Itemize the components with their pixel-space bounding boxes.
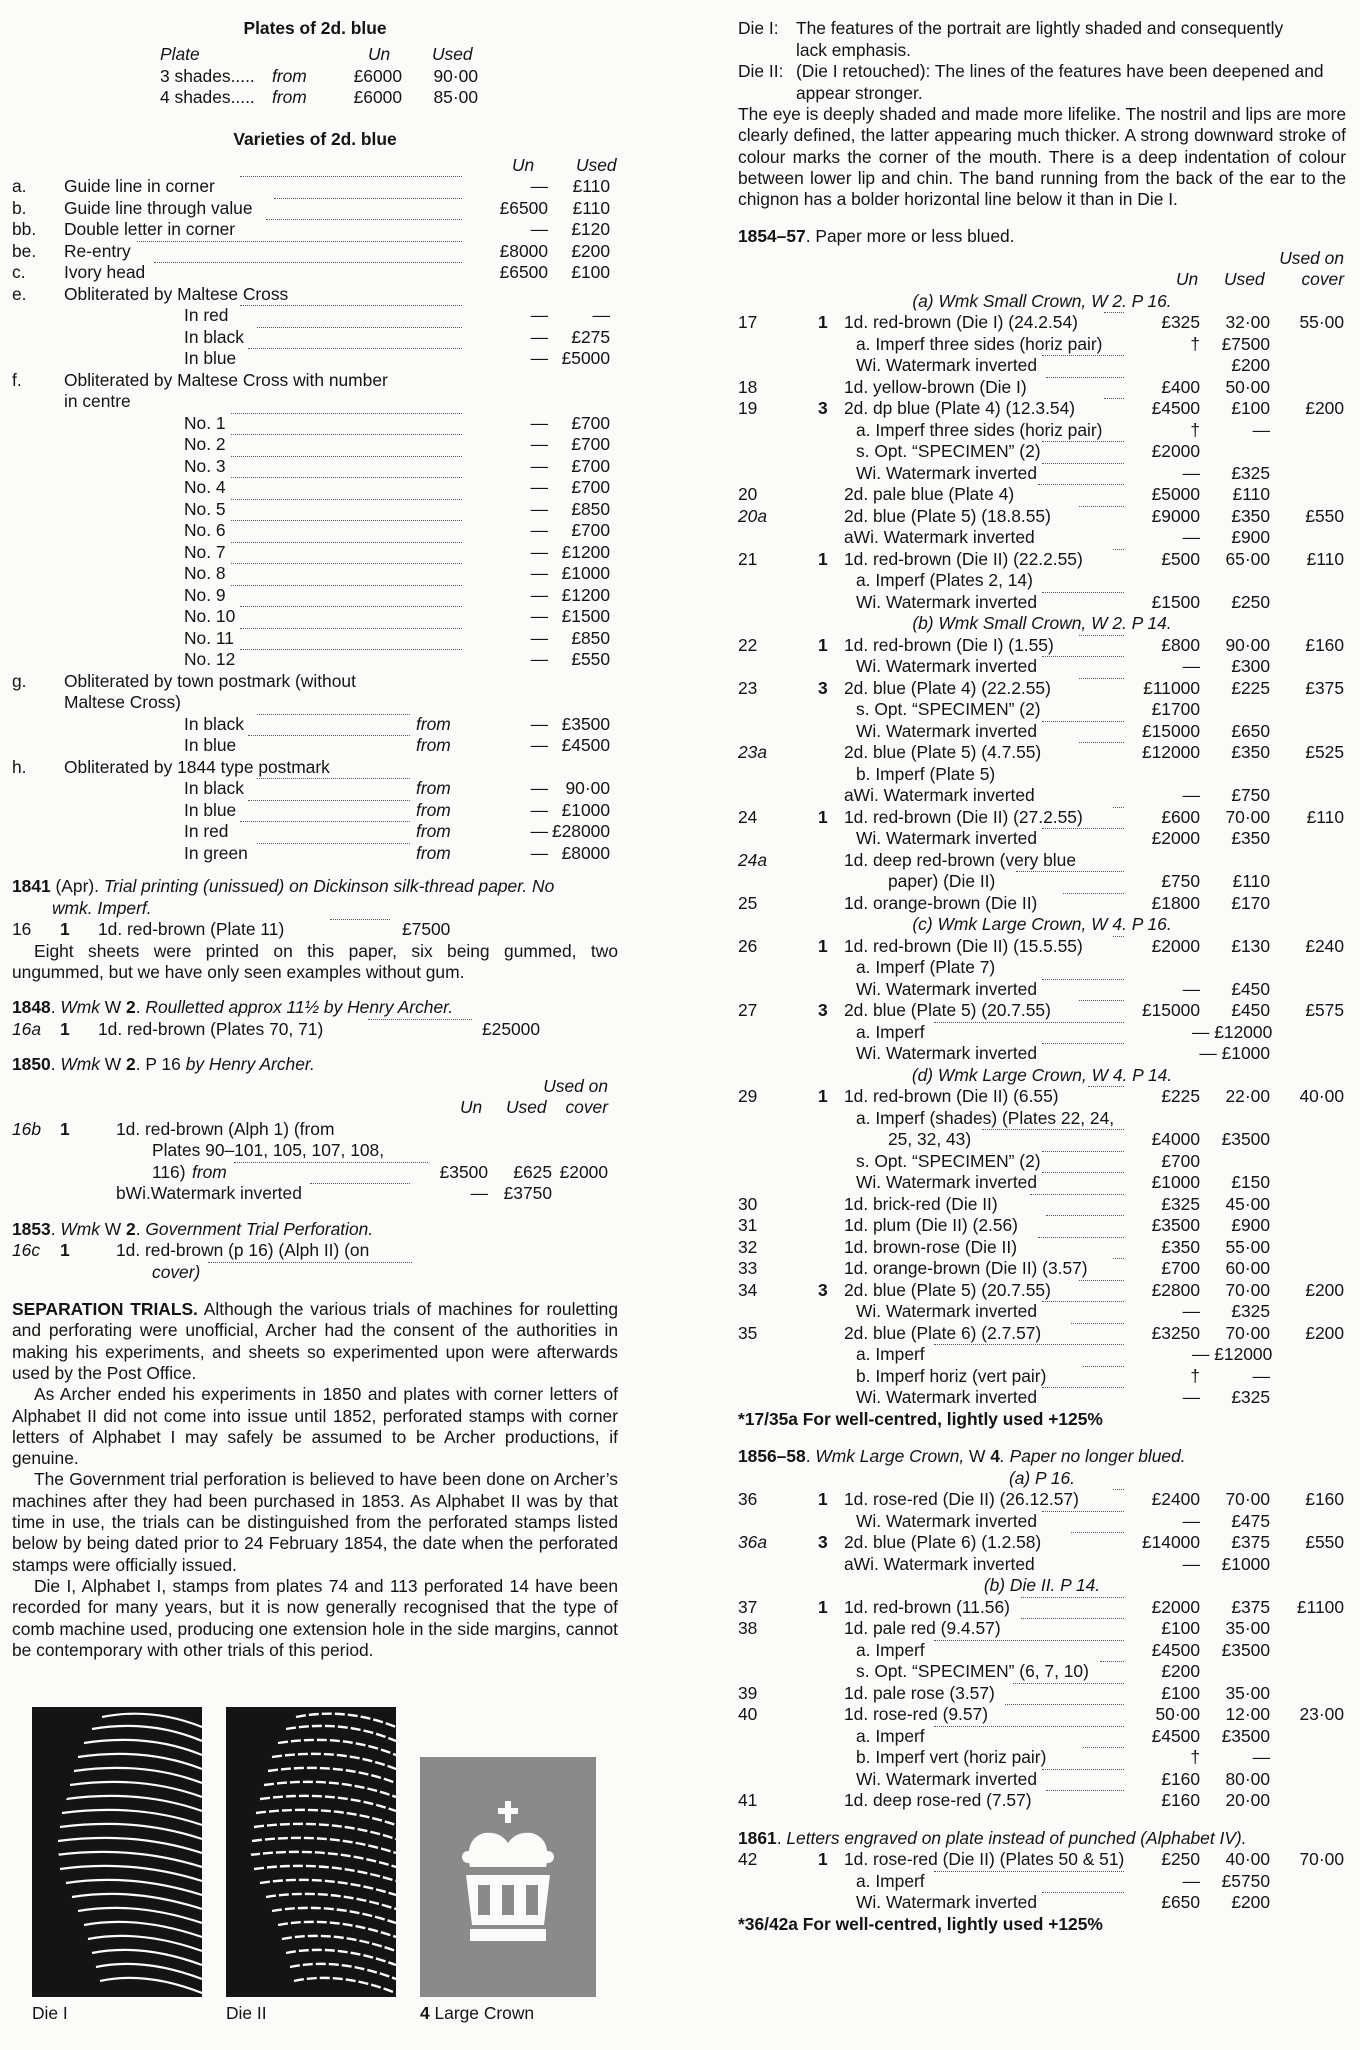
- column-head: Used on: [1279, 247, 1344, 268]
- listing-row: paper) (Die II) £750 £110: [888, 871, 1270, 892]
- die-illustrations: [32, 1707, 622, 2027]
- listing-row: 31 1d. plum (Die II) (2.56) £3500 £900: [738, 1215, 1270, 1236]
- variety-row: In blue — £5000: [184, 348, 610, 368]
- variety-row: be. Re-entry £8000 £200: [12, 240, 610, 261]
- listing-row: aWi. Watermark inverted — £750: [844, 785, 1270, 806]
- listing-row: a. Imperf three sides (horiz pair) † —: [856, 419, 1270, 440]
- section-1848: 1848. Wmk W 2. Roulletted approx 11½ by Henry Archer. 16a 1 1d. red-brown (Plates 70, 71) £25000: [12, 997, 618, 1040]
- varieties-title: Varieties of 2d. blue: [233, 128, 397, 149]
- listing-row: s. Opt. “SPECIMEN” (2) £2000: [856, 441, 1200, 462]
- listing-row: Wi. Watermark inverted — £450: [856, 978, 1270, 999]
- right-column: [738, 18, 1346, 1935]
- listing-row: Wi. Watermark inverted — £325: [856, 1387, 1270, 1408]
- plates-head: Plate Un Used: [160, 44, 473, 64]
- entry-16c: 16c 1 1d. red-brown (p 16) (Alph II) (on: [12, 1240, 370, 1261]
- variety-row: No. 1 — £700: [184, 412, 610, 433]
- variety-row: e. Obliterated by Maltese Cross: [12, 283, 289, 304]
- listing-row: 36 1 1d. rose-red (Die II) (26.12.57) £2400 70·00 £160: [738, 1489, 1344, 1510]
- listing-row: 32 1d. brown-rose (Die II) £350 55·00: [738, 1236, 1270, 1257]
- variety-row: in centre: [64, 391, 131, 411]
- die-2-portrait-image: [226, 1707, 396, 1997]
- listing-row: 18 1d. yellow-brown (Die I) £400 50·00: [738, 376, 1270, 397]
- listing-row: 26 1 1d. red-brown (Die II) (15.5.55) £2000 £130 £240: [738, 935, 1344, 956]
- variety-row: In black from — £3500: [184, 713, 610, 734]
- section-1841: 1841 (Apr). Trial printing (unissued) on Dickinson silk-thread paper. No wmk. Imperf. 16 1 1d. red-brown (Plate 11) £7500 Eight sheets were printed on this paper, six being gummed, two ungummed, but we have only seen examples without gum.: [12, 876, 618, 982]
- entry-16a: 16a 1 1d. red-brown (Plates 70, 71) £25000: [12, 1018, 541, 1039]
- listing-row: aWi. Watermark inverted — £900: [844, 527, 1270, 548]
- variety-row: No. 3 — £700: [184, 455, 610, 476]
- listing-row: a. Imperf — £12000: [856, 1021, 1273, 1042]
- plates-table: [12, 66, 618, 109]
- listing-row: 34 3 2d. blue (Plate 5) (20.7.55) £2800 70·00 £200: [738, 1279, 1344, 1300]
- listing-row: s. Opt. “SPECIMEN” (2) £1700: [856, 699, 1200, 720]
- subheading: (b) Wmk Small Crown, W 2. P 14.: [912, 613, 1172, 634]
- listing-row: a. Imperf — £12000: [856, 1344, 1273, 1365]
- listing-row: 22 1 1d. red-brown (Die I) (1.55) £800 90·00 £160: [738, 634, 1344, 655]
- subheading: (a) Wmk Small Crown, W 2. P 16.: [912, 290, 1172, 311]
- large-crown-watermark-image: [420, 1757, 596, 1997]
- footnote-36-42a: *36/42a For well-centred, lightly used +125%: [738, 1913, 1103, 1934]
- listing-row: s. Opt. “SPECIMEN” (2) £700: [856, 1150, 1200, 1171]
- plates-title: Plates of 2d. blue: [243, 18, 387, 38]
- listing-row: Wi. Watermark inverted — £325: [856, 462, 1270, 483]
- listing-row: 17 1 1d. red-brown (Die I) (24.2.54) £325 32·00 55·00: [738, 312, 1344, 333]
- variety-row: In red from — £28000: [184, 821, 610, 841]
- variety-row: bb. Double letter in corner — £120: [12, 219, 610, 239]
- variety-row: No. 11 — £850: [184, 627, 610, 648]
- variety-row: No. 2 — £700: [184, 434, 610, 454]
- listing-row: a. Imperf £4500 £3500: [856, 1725, 1270, 1746]
- entry-16: 16 1 1d. red-brown (Plate 11) £7500: [12, 919, 451, 939]
- variety-row: No. 9 — £1200: [184, 584, 610, 605]
- plate-row: 3 shades..... from £6000 90·00: [160, 65, 478, 86]
- column-head: Un Used cover: [1176, 269, 1344, 290]
- variety-row: Maltese Cross): [64, 692, 181, 712]
- die-1-portrait-image: [32, 1707, 202, 1997]
- variety-row: No. 6 — £700: [184, 520, 610, 540]
- left-column: [12, 18, 618, 1661]
- varieties-table: [12, 176, 618, 864]
- variety-row: a. Guide line in corner — £110: [12, 176, 610, 196]
- footnote-17-35a: *17/35a For well-centred, lightly used +125%: [738, 1408, 1103, 1429]
- listing-row: a. Imperf — £5750: [856, 1870, 1270, 1891]
- listing-row: a. Imperf (shades) (Plates 22, 24,: [856, 1107, 1115, 1128]
- listing-row: b. Imperf vert (horiz pair) † —: [856, 1747, 1270, 1768]
- listing-row: Wi. Watermark inverted — £1000: [856, 1043, 1270, 1064]
- variety-row: In blue from — £1000: [184, 799, 610, 820]
- listing-row: 40 1d. rose-red (9.57) 50·00 12·00 23·00: [738, 1704, 1344, 1725]
- section-1853: 1853. Wmk W 2. Government Trial Perforation. 16c 1 1d. red-brown (p 16) (Alph II) (on cover): [12, 1219, 618, 1284]
- large-crown-caption: 4 Large Crown: [420, 2003, 535, 2023]
- listing-row: 19 3 2d. dp blue (Plate 4) (12.3.54) £4500 £100 £200: [738, 398, 1344, 419]
- listing-row: 36a 3 2d. blue (Plate 6) (1.2.58) £14000 £375 £550: [738, 1532, 1344, 1553]
- variety-row: b. Guide line through value £6500 £110: [12, 197, 610, 218]
- listing-row: b. Imperf (Plate 5): [856, 763, 996, 784]
- variety-row: f. Obliterated by Maltese Cross with number: [12, 369, 388, 390]
- listing-row: Wi. Watermark inverted £1000 £150: [856, 1172, 1270, 1193]
- listing-row: Wi. Watermark inverted £2000 £350: [856, 828, 1270, 849]
- variety-row: No. 5 — £850: [184, 498, 610, 519]
- variety-row: c. Ivory head £6500 £100: [12, 262, 610, 282]
- listing-row: 25, 32, 43) £4000 £3500: [888, 1129, 1270, 1150]
- listing-row: Wi. Watermark inverted £650 £200: [856, 1892, 1270, 1913]
- listing-row: 25 1d. orange-brown (Die II) £1800 £170: [738, 892, 1270, 913]
- variety-row: In blue from — £4500: [184, 735, 610, 755]
- listing-row: 37 1 1d. red-brown (11.56) £2000 £375 £1100: [738, 1596, 1344, 1617]
- listing-row: 38 1d. pale red (9.4.57) £100 35·00: [738, 1618, 1270, 1639]
- variety-row: In black from — 90·00: [184, 778, 610, 798]
- variety-row: In black — £275: [184, 326, 610, 347]
- listing-row: a. Imperf (Plate 7): [856, 957, 996, 978]
- variety-row: No. 12 — £550: [184, 649, 610, 669]
- variety-row: In green from — £8000: [184, 842, 610, 863]
- die-descriptions: Die I: The features of the portrait are lightly shaded and consequently lack emphasis. Die II: (Die I retouched): The lines of the features have been deepened and appear stronger. The eye is deeply shaded and made more lifelike. The nostril and lips are more clearly defined, the latter appearing much thicker. A strong downward stroke of colour marks the corner of the mouth. There is a deep indentation of colour between lower lip and chin. The band running from the back of the ear to the chignon has a bolder horizontal line below it than in Die I.: [738, 18, 1346, 210]
- listing-row: 23 3 2d. blue (Plate 4) (22.2.55) £11000 £225 £375: [738, 677, 1344, 698]
- listing-row: Wi. Watermark inverted £15000 £650: [856, 720, 1270, 741]
- entry-16b: 16b 1 1d. red-brown (Alph 1) (from: [12, 1118, 335, 1139]
- listing-row: 24a 1d. deep red-brown (very blue: [738, 849, 1077, 870]
- listing-row: a. Imperf £4500 £3500: [856, 1639, 1270, 1660]
- section-1861: 1861. Letters engraved on plate instead of punched (Alphabet IV). 42 1 1d. rose-red (Die II) (Plates 50 & 51) £250 40·00 70·00 a. Imperf — £5750 Wi. Watermark inverted £650 £200 *36/42a For well-centred, lightly used +125%: [738, 1827, 1344, 1934]
- listing-row: aWi. Watermark inverted — £1000: [844, 1553, 1270, 1574]
- listing-row: 20 2d. pale blue (Plate 4) £5000 £110: [738, 484, 1270, 505]
- listing-row: 21 1 1d. red-brown (Die II) (22.2.55) £500 65·00 £110: [738, 548, 1344, 569]
- subheading: (a) P 16.: [1008, 1467, 1076, 1488]
- listing-row: Wi. Watermark inverted — £300: [856, 656, 1270, 677]
- section-1856: 1856–58. Wmk Large Crown, W 4. Paper no longer blued. (a) P 16. 36 1 1d. rose-red (Die II) (26.12.57) £2400 70·00 £160 Wi. Watermark inverted — £475 36a 3 2d. blue (Plate 6) (1.2.58) £14000 £375 £550 aWi. Watermark inverted — £1000 (b) Die II. P 14. 37 1 1d. red-brown (11.56) £2000 £375 £1100 38 1d. pale red (9.4.57) £100 35·00 a. Imperf £4500 £3500 s. Opt. “SPECIMEN” (6, 7, 10) £200 39 1d. pale rose (3.57) £100 35·00 40 1d. rose-red (9.57) 50·00 12·00 23·00 a. Imperf £4500 £3500 b. Imperf vert (horiz pair) † — Wi. Watermark inverted £160 80·00 41 1d. deep rose-red (7.57) £160 20·00: [738, 1446, 1344, 1811]
- listing-row: 30 1d. brick-red (Die II) £325 45·00: [738, 1193, 1270, 1214]
- subheading: (d) Wmk Large Crown, W 4. P 14.: [911, 1064, 1173, 1085]
- listing-row: Wi. Watermark inverted £1500 £250: [856, 591, 1270, 612]
- listing-row: Wi. Watermark inverted £160 80·00: [856, 1768, 1270, 1789]
- listing-row: 23a 2d. blue (Plate 5) (4.7.55) £12000 £350 £525: [738, 742, 1344, 763]
- variety-row: h. Obliterated by 1844 type postmark: [12, 756, 330, 777]
- listing-row: 33 1d. orange-brown (Die II) (3.57) £700 60·00: [738, 1258, 1270, 1279]
- listing-row: 42 1 1d. rose-red (Die II) (Plates 50 & 51) £250 40·00 70·00: [738, 1849, 1344, 1870]
- listing-row: 29 1 1d. red-brown (Die II) (6.55) £225 22·00 40·00: [738, 1086, 1344, 1107]
- listing-row: b. Imperf horiz (vert pair) † —: [856, 1365, 1270, 1386]
- listing-row: Wi. Watermark inverted — £475: [856, 1510, 1270, 1531]
- separation-trials: SEPARATION TRIALS. Although the various trials of machines for rouletting and perforating were unofficial, Archer had the consent of the authorities in making his experiments, and sheets so experimented upon were afterwards used by the Post Office. As Archer ended his experiments in 1850 and plates with corner letters of Alphabet II did not come into issue until 1852, perforated stamps with corner letters of Alphabet I may safely be assumed to be Archer productions, if genuine. The Government trial perforation is believed to have been done on Archer’s machines after they had been purchased in 1853. As Alphabet II was by that time in use, the trials can be distinguished from the perforated stamps listed below by being dated prior to 24 February 1854, the date when the perforated stamps were officially issued. Die I, Alphabet I, stamps from plates 74 and 113 perforated 14 have been recorded for many years, but it is now generally recognised that the type of comb machine used, producing one extension hole in the side margins, cannot be contemporary with other trials of this period.: [12, 1299, 618, 1660]
- listing-row: 35 2d. blue (Plate 6) (2.7.57) £3250 70·00 £200: [738, 1322, 1344, 1343]
- listing-row: Wi. Watermark inverted £200: [856, 355, 1270, 376]
- variety-row: No. 7 — £1200: [184, 541, 610, 562]
- listing-row: a. Imperf (Plates 2, 14): [856, 570, 1033, 591]
- listing-row: s. Opt. “SPECIMEN” (6, 7, 10) £200: [856, 1661, 1200, 1682]
- listing-row: Wi. Watermark inverted — £325: [856, 1301, 1270, 1322]
- listing-row: a. Imperf three sides (horiz pair) † £7500: [856, 333, 1270, 354]
- die-2-caption: Die II: [226, 2003, 267, 2023]
- listing-row: 27 3 2d. blue (Plate 5) (20.7.55) £15000 £450 £575: [738, 1000, 1344, 1021]
- plate-row: 4 shades..... from £6000 85·00: [160, 87, 478, 107]
- variety-row: No. 8 — £1000: [184, 563, 610, 583]
- variety-row: No. 10 — £1500: [184, 606, 610, 626]
- varieties-head: Un Used: [512, 154, 617, 175]
- variety-row: g. Obliterated by town postmark (without: [12, 670, 356, 691]
- die-1-caption: Die I: [32, 2003, 68, 2023]
- subheading: (c) Wmk Large Crown, W 4. P 16.: [912, 914, 1172, 935]
- listing-row: 24 1 1d. red-brown (Die II) (27.2.55) £600 70·00 £110: [738, 806, 1344, 827]
- variety-row: No. 4 — £700: [184, 477, 610, 497]
- subheading: (b) Die II. P 14.: [983, 1575, 1101, 1596]
- listing-row: 41 1d. deep rose-red (7.57) £160 20·00: [738, 1790, 1270, 1811]
- variety-row: In red — —: [184, 305, 610, 325]
- listing-row: 20a 2d. blue (Plate 5) (18.8.55) £9000 £350 £550: [738, 505, 1344, 526]
- section-1850: 1850. Wmk W 2. P 16 by Henry Archer. Used on Un Used cover 16b 1 1d. red-brown (Alph 1) (from Plates 90–101, 105, 107, 108, 116) from £3500 £625 £2000 bWi.Watermark inverted — £3750: [12, 1054, 618, 1205]
- section-1854: 1854–57. Paper more or less blued. Used on Un Used cover (a) Wmk Small Crown, W 2. P 16. 17 1 1d. red-brown (Die I) (24.2.54) £325 32·00 55·00 a. Imperf three sides (horiz pair) † £7500 Wi. Watermark inverted £200 18 1d. yellow-brown (Die I) £400 50·00 19 3 2d. dp blue (Plate 4) (12.3.54) £4500 £100 £200 a. Imperf three sides (horiz pair) † — s. Opt. “SPECIMEN” (2) £2000 Wi. Watermark inverted — £325 20 2d. pale blue (Plate 4) £5000 £110 20a 2d. blue (Plate 5) (18.8.55) £9000 £350 £550 aWi. Watermark inverted — £900 21 1 1d. red-brown (Die II) (22.2.55) £500 65·00 £110 a. Imperf (Plates 2, 14) Wi. Watermark inverted £1500 £250 (b) Wmk Small Crown, W 2. P 14. 22 1 1d. red-brown (Die I) (1.55) £800 90·00 £160 Wi. Watermark inverted — £300 23 3 2d. blue (Plate 4) (22.2.55) £11000 £225 £375 s. Opt. “SPECIMEN” (2) £1700 Wi. Watermark inverted £15000 £650 23a 2d. blue (Plate 5) (4.7.55) £12000 £350 £525 b. Imperf (Plate 5) aWi. Watermark inverted — £750 24 1 1d. red-brown (Die II) (27.2.55) £600 70·00 £110 Wi. Watermark inverted £2000 £350 24a 1d. deep red-brown (very blue paper) (Die II) £750 £110 25 1d. orange-brown (Die II) £1800 £170 (c) Wmk Large Crown, W 4. P 16. 26 1 1d. red-brown (Die II) (15.5.55) £2000 £130 £240 a. Imperf (Plate 7) Wi. Watermark inverted — £450 27 3 2d. blue (Plate 5) (20.7.55) £15000 £450 £575 a. Imperf — £12000 Wi. Watermark inverted — £1000 (d) Wmk Large Crown, W 4. P 14. 29 1 1d. red-brown (Die II) (6.55) £225 22·00 40·00 a. Imperf (shades) (Plates 22, 24, 25, 32, 43) £4000 £3500 s. Opt. “SPECIMEN” (2) £700 Wi. Watermark inverted £1000 £150 30 1d. brick-red (Die II) £325 45·00 31 1d. plum (Die II) (2.56) £3500 £900 32 1d. brown-rose (Die II) £350 55·00 33 1d. orange-brown (Die II) (3.57) £700 60·00 34 3 2d. blue (Plate 5) (20.7.55) £2800 70·00 £200 Wi. Watermark inverted — £325 35 2d. blue (Plate 6) (2.7.57) £3250 70·00 £200 a. Imperf — £12000 b. Imperf horiz (vert pair) † — Wi. Watermark inverted — £325 *17/35a For well-centred, lightly used +125%: [738, 226, 1344, 1429]
- listing-row: 39 1d. pale rose (3.57) £100 35·00: [738, 1682, 1270, 1703]
